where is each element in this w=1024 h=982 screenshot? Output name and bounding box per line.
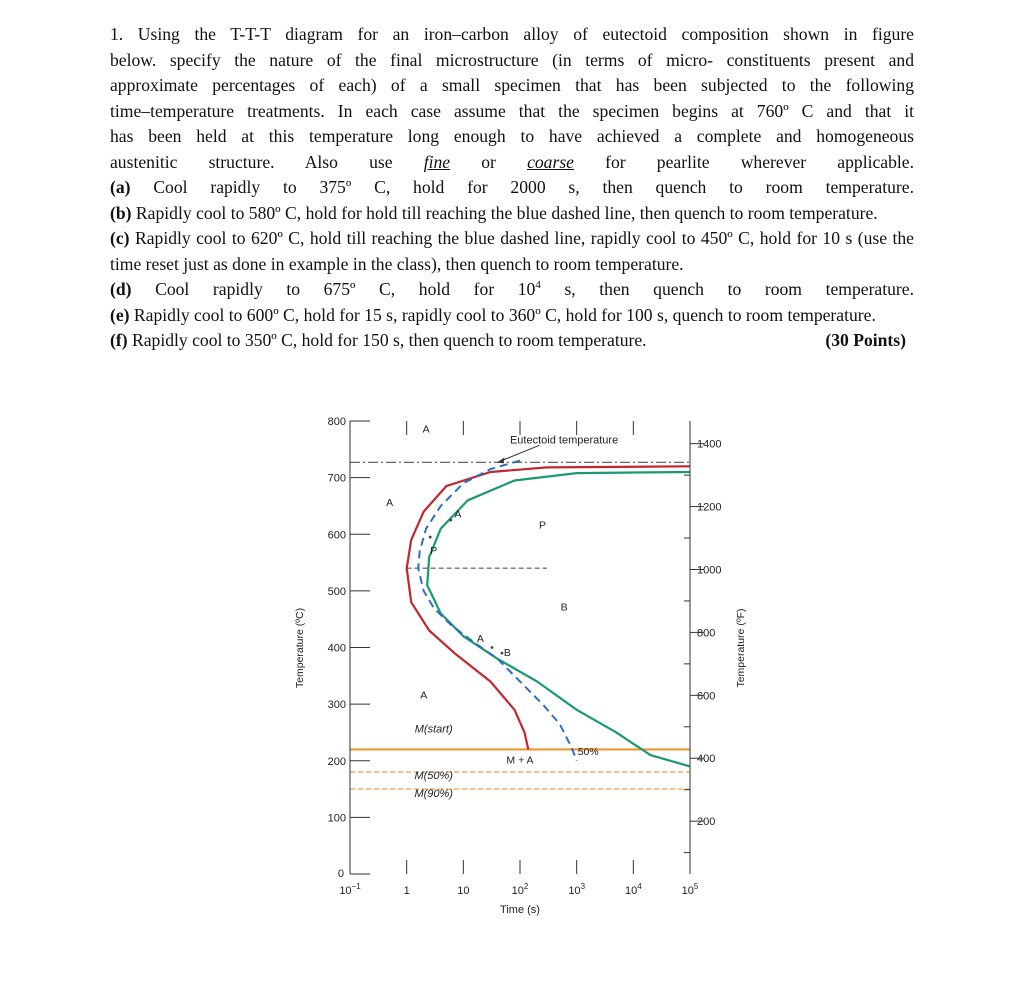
path-marker-dot bbox=[501, 652, 504, 655]
annotation: B bbox=[503, 646, 511, 659]
curve-start-transformation bbox=[407, 466, 690, 749]
y-tick-label-c: 700 bbox=[327, 472, 346, 485]
path-marker-dot bbox=[449, 519, 452, 522]
fine-word: fine bbox=[423, 151, 451, 172]
curve-finish-transformation bbox=[427, 472, 690, 766]
intro-line-3: approximate percentages of each) of a small specimen that has been subjected to the following bbox=[110, 75, 914, 95]
eutectoid-arrowhead bbox=[497, 457, 504, 463]
intro-line-5: has been held at this temperature long enough to have achieved a complete and homogeneous bbox=[110, 126, 914, 146]
annotation: M + A bbox=[506, 754, 534, 767]
curve-50-percent bbox=[418, 461, 577, 761]
annotation: A bbox=[422, 423, 430, 436]
y-tick-label-f: 1400 bbox=[697, 438, 722, 451]
annotation: M(50%) bbox=[414, 769, 453, 782]
part-b: (b) Rapidly cool to 580º C, hold for hold till reaching the blue dashed line, then quench to room temperature. bbox=[110, 202, 878, 223]
y-tick-label-c: 0 bbox=[337, 868, 344, 880]
intro-line-4: time–temperature treatments. In each case assume that the specimen begins at 760º C and that it bbox=[110, 100, 914, 121]
y-tick-label-c: 200 bbox=[327, 755, 346, 768]
annotation: P bbox=[539, 519, 547, 532]
x-tick-label: 1 bbox=[403, 885, 410, 897]
annotation: 50% bbox=[577, 746, 599, 759]
annotation: A bbox=[386, 496, 394, 509]
part-a: (a) Cool rapidly to 375º C, hold for 2000 s, then quench to room temperature. bbox=[110, 177, 914, 197]
y-tick-label-c: 600 bbox=[327, 529, 346, 542]
x-axis-label: Time (s) bbox=[500, 904, 540, 916]
y-tick-label-f: 1200 bbox=[697, 501, 722, 514]
annotation: B bbox=[560, 601, 568, 614]
x-tick-label: $10^3$ bbox=[568, 882, 586, 897]
annotation: Eutectoid temperature bbox=[509, 434, 619, 447]
y-tick-label-c: 500 bbox=[327, 585, 346, 598]
x-tick-label: $10^4$ bbox=[624, 882, 642, 897]
coarse-word: coarse bbox=[527, 151, 574, 172]
y-tick-label-c: 400 bbox=[327, 642, 346, 655]
y-tick-label-f: 800 bbox=[697, 627, 716, 640]
y-axis-label-right: Temperature (ºF) bbox=[735, 608, 747, 688]
path-marker-dot bbox=[491, 646, 494, 649]
y-tick-label-f: 600 bbox=[697, 690, 716, 703]
y-tick-label-c: 800 bbox=[327, 416, 346, 428]
x-tick-label: $10^{-1}$ bbox=[339, 882, 361, 897]
y-axis-label-left: Temperature (ºC) bbox=[294, 607, 306, 689]
annotation: P bbox=[430, 545, 438, 558]
part-e: (e) Rapidly cool to 600º C, hold for 15 s, rapidly cool to 360º C, hold for 100 s, quench to room temperature. bbox=[110, 304, 876, 325]
x-tick-label: $10^2$ bbox=[511, 882, 529, 897]
annotation: A bbox=[420, 689, 428, 702]
x-tick-label: 10 bbox=[457, 885, 470, 897]
intro-line-1: 1. Using the T-T-T diagram for an iron–carbon alloy of eutectoid composition shown in figure bbox=[110, 24, 914, 44]
annotation: M(start) bbox=[414, 723, 453, 736]
part-f: (f) Rapidly cool to 350º C, hold for 150 s, then quench to room temperature. (30 Points) bbox=[110, 328, 914, 354]
y-tick-label-c: 300 bbox=[327, 699, 346, 712]
intro-line-2: below. specify the nature of the final microstructure (in terms of micro- constituents present and bbox=[110, 49, 914, 70]
part-c: (c) Rapidly cool to 620º C, hold till reaching the blue dashed line, rapidly cool to 450º C, hold for 10 s (use the time reset just as done in example in the class), then quench to room temperature. bbox=[110, 228, 914, 274]
x-tick-label: $10^5$ bbox=[681, 882, 699, 897]
points-label: (30 Points) bbox=[825, 330, 906, 350]
y-tick-label-c: 100 bbox=[327, 812, 346, 825]
intro-line-6: austenitic structure. Also use fine or coarse for pearlite wherever applicable. bbox=[110, 151, 914, 172]
y-tick-label-f: 200 bbox=[697, 816, 716, 829]
y-tick-label-f: 400 bbox=[697, 753, 716, 766]
annotation: A bbox=[454, 508, 462, 521]
part-d: (d) Cool rapidly to 675º C, hold for $10^4$ s, then quench to room temperature. bbox=[110, 279, 914, 299]
annotation: M(90%) bbox=[414, 787, 453, 800]
y-tick-label-f: 1000 bbox=[697, 564, 722, 577]
path-marker-dot bbox=[429, 536, 432, 539]
annotation: A bbox=[476, 632, 484, 645]
